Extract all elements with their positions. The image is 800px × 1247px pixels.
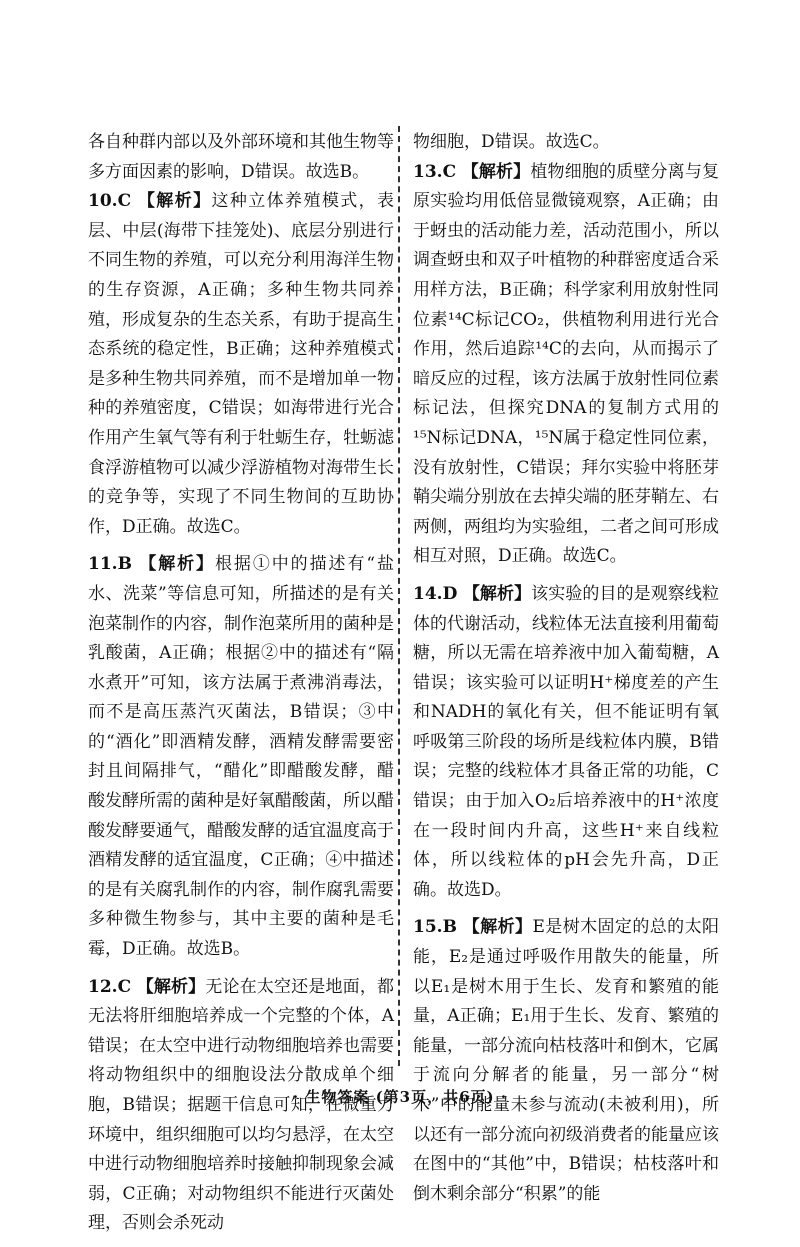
continuation-text: 物细胞，D错误。故选C。 bbox=[413, 132, 610, 152]
analysis-tag: 【解析】 bbox=[139, 554, 215, 575]
item-number: 15. bbox=[413, 917, 443, 938]
item-number: 12. bbox=[88, 976, 118, 997]
answer-letter: C bbox=[117, 976, 132, 997]
left-continuation bbox=[88, 128, 394, 187]
analysis-text: 这种立体养殖模式，表层、中层(海带下挂笼处)、底层分别进行不同生物的养殖，可以充分利用海洋生物的生存资源，A正确；多种生物共同养殖，形成复杂的生态关系，有助于提高生态系统的稳定性，B正确；这种养殖模式是多种生物共同养殖，而不是增加单一物种的养殖密度，C错误；如海带进行光合作用产生氧气等有利于牡蛎生存，牡蛎滤食浮游植物可以减少浮游植物对海带生长的竞争等，实现了不同生物间的互助协作，D正确。故选C。 bbox=[88, 191, 395, 537]
analysis-text: 植物细胞的质壁分离与复原实验均用低倍显微镜观察，A正确；由于蚜虫的活动能力差，活动范围小，所以调查蚜虫和双子叶植物的种群密度适合采用样方法，B正确；科学家利用放射性同位素¹⁴C标记CO₂，供植物利用进行光合作用，然后追踪¹⁴C的去向，从而揭示了暗反应的过程，该方法属于放射性同位素标记法，但探究DNA的复制方式用的¹⁵N标记DNA，¹⁵N属于稳定性同位素，没有放射性，C错误；拜尔实验中将胚芽鞘尖端分别放在去掉尖端的胚芽鞘左、右两侧，两组均为实验组，二者之间可形成相互对照，D正确。故选C。 bbox=[413, 161, 720, 567]
answer-item-13 bbox=[413, 158, 719, 572]
answer-letter: D bbox=[442, 583, 458, 604]
answer-letter: C bbox=[117, 191, 132, 212]
answer-item-11 bbox=[88, 550, 394, 964]
analysis-text: 根据①中的描述有“盐水、洗菜”等信息可知，所描述的是有关泡菜制作的内容，制作泡菜所用的菌种是乳酸菌，A正确；根据②中的描述有“隔水煮开”可知，该方法属于煮沸消毒法，而不是高压蒸汽灭菌法，B错误；③中的“酒化”即酒精发酵，酒精发酵需要密封且间隔排气，“醋化”即醋酸发酵，醋酸发酵所需的菌种是好氧醋酸菌，所以醋酸发酵要通气，醋酸发酵的适宜温度高于酒精发酵的适宜温度，C正确；④中描述的是有关腐乳制作的内容，制作腐乳需要多种微生物参与，其中主要的菌种是毛霉，D正确。故选B。 bbox=[88, 554, 394, 960]
continuation-text: 各自种群内部以及外部环境和其他生物等多方面因素的影响，D错误。故选B。 bbox=[88, 132, 394, 182]
analysis-text: 该实验的目的是观察线粒体的代谢活动，线粒体无法直接利用葡萄糖，所以无需在培养液中加入葡萄糖，A错误；该实验可以证明H⁺梯度差的产生和NADH的氧化有关，但不能证明有氧呼吸第三阶段的场所是线粒体内膜，B错误；完整的线粒体才具备正常的功能，C错误；由于加入O₂后培养液中的H⁺浓度在一段时间内升高，这些H⁺来自线粒体，所以线粒体的pH会先升高，D正确。故选D。 bbox=[413, 583, 720, 900]
left-column bbox=[88, 128, 394, 1247]
right-continuation bbox=[413, 128, 719, 158]
analysis-tag: 【解析】 bbox=[462, 583, 532, 604]
page-footer: · 生物答案 (第3页，共6页) · bbox=[292, 1088, 508, 1106]
item-number: 10. bbox=[88, 191, 118, 212]
analysis-text: E是树木固定的总的太阳能，E₂是通过呼吸作用散失的能量，所以E₁是树木用于生长、发育和繁殖的能量，A正确；E₁用于生长、发育、繁殖的能量，一部分流向枯枝落叶和倒木，它属于流向分解者的能量，另一部分“树木”中的能量未参与流动(未被利用)，所以还有一部分流向初级消费者的能量应该在图中的“其他”中，B错误；枯枝落叶和倒木剩余部分“积累”的能 bbox=[413, 917, 720, 1204]
column-divider bbox=[398, 126, 400, 1066]
item-number: 11. bbox=[88, 554, 118, 575]
item-number: 13. bbox=[413, 161, 443, 182]
answer-letter: B bbox=[117, 554, 132, 575]
answer-item-14 bbox=[413, 580, 719, 906]
answer-item-15 bbox=[413, 913, 719, 1209]
analysis-tag: 【解析】 bbox=[462, 917, 533, 938]
item-number: 14. bbox=[413, 583, 443, 604]
analysis-tag: 【解析】 bbox=[461, 161, 531, 182]
analysis-tag: 【解析】 bbox=[136, 976, 206, 997]
answer-letter: C bbox=[442, 161, 457, 182]
right-column bbox=[413, 128, 719, 1217]
analysis-tag: 【解析】 bbox=[137, 191, 212, 212]
answer-item-10 bbox=[88, 187, 394, 542]
answer-letter: B bbox=[442, 917, 457, 938]
analysis-text: 无论在太空还是地面，都无法将肝细胞培养成一个完整的个体，A错误；在太空中进行动物细胞培养也需要将动物组织中的细胞设法分散成单个细胞，B错误；据题干信息可知，在微重力环境中，组织细胞可以均匀悬浮，在太空中进行动物细胞培养时接触抑制现象会减弱，C正确；对动物组织不能进行灭菌处理，否则会杀死动 bbox=[88, 976, 395, 1234]
